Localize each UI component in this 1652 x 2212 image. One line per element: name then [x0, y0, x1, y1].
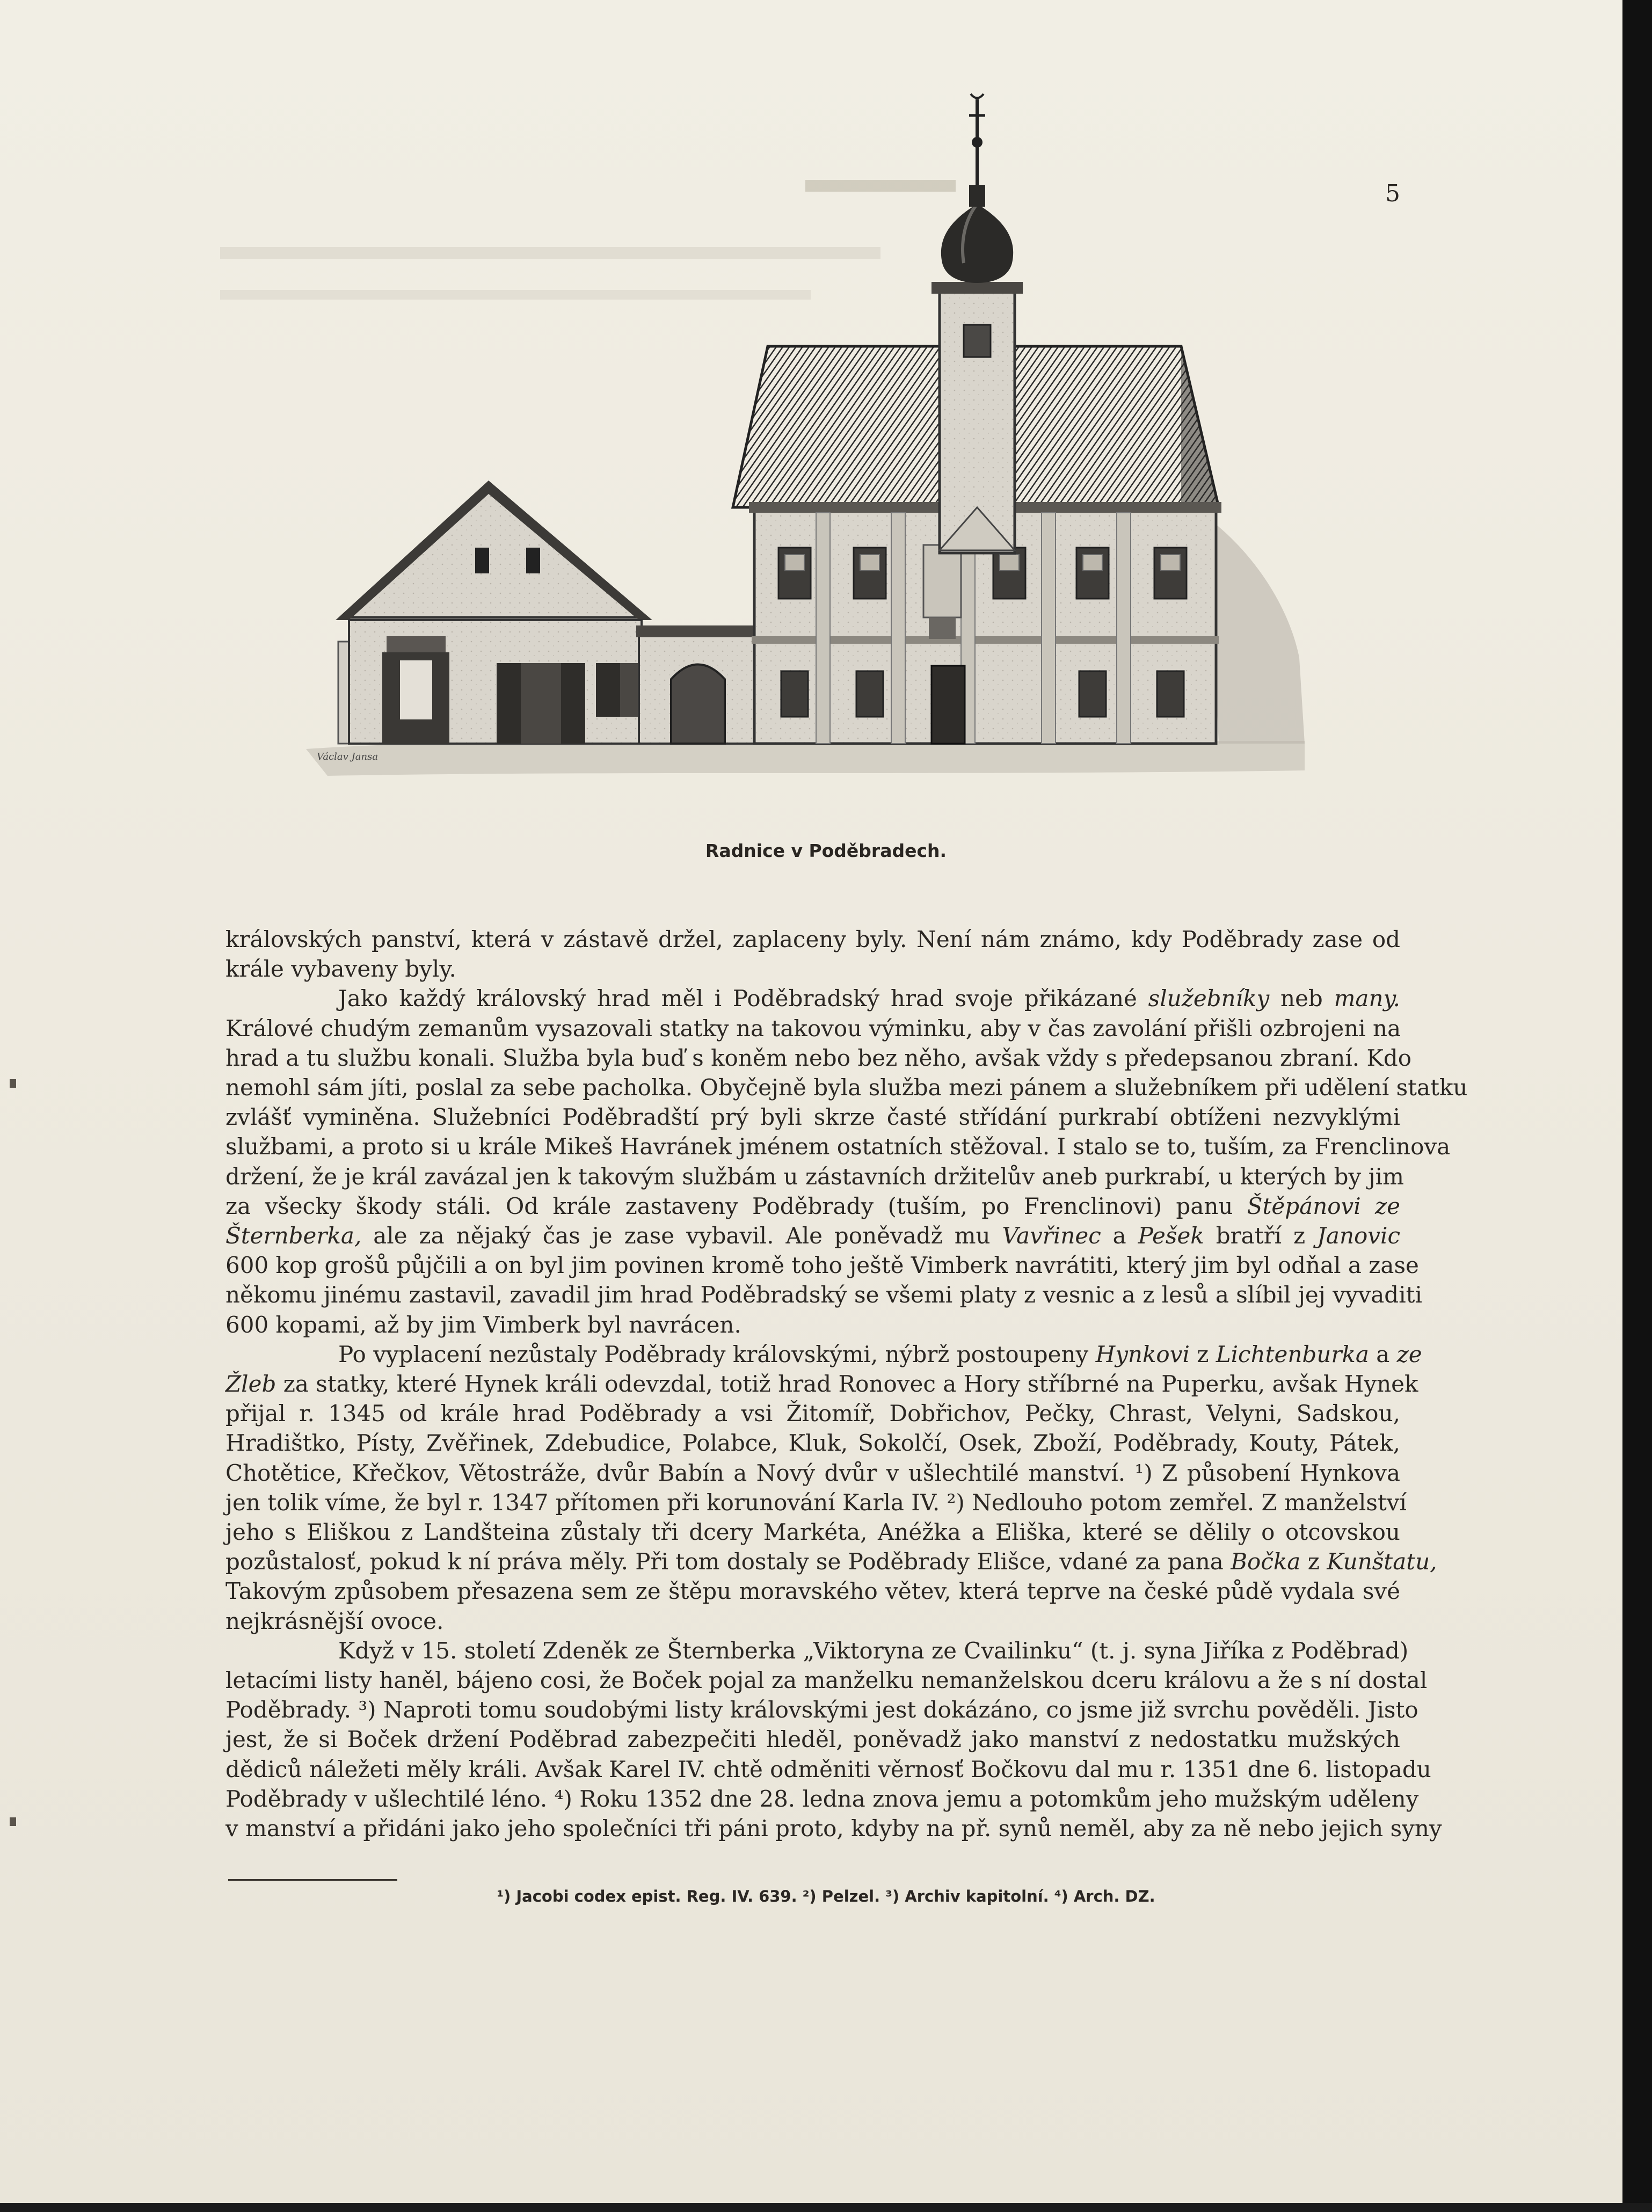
text-run: Poděbrady. ³) Naproti tomu soudobými listy královskými jest dokázáno, co jsme již svrchu pověděli. Jisto — [225, 1697, 1418, 1723]
italic-name: Hynkovi — [1095, 1341, 1190, 1367]
text-line — [225, 1725, 1400, 1754]
italic-name: Bočka — [1231, 1548, 1301, 1575]
text-run: Když v 15. století Zdeněk ze Šternberka „Viktoryna ze Cvailinku“ (t. j. syna Jiříka z Poděbrad) — [338, 1637, 1409, 1664]
text-line — [225, 925, 1400, 954]
text-run: Po vyplacení nezůstaly Poděbrady královskými, nýbrž postoupeny — [338, 1341, 1096, 1367]
text-line — [225, 1369, 1418, 1399]
text-run: 600 kop grošů půjčili a on byl jim povinen kromě toho ještě Vimberk navrátiti, který jim byl odňal a zase — [225, 1252, 1419, 1279]
italic-name: Pešek — [1138, 1223, 1204, 1249]
italic-name: many. — [1334, 985, 1401, 1012]
text-line — [225, 954, 1400, 984]
text-run: nejkrásnější ovoce. — [225, 1607, 444, 1634]
onion-dome — [941, 204, 1013, 283]
text-run: jest, že si Boček držení Poděbrad zabezpečiti hleděl, poněvadž jako manství z nedostatku mužských — [225, 1726, 1400, 1753]
scan-frame-bottom — [0, 2203, 1652, 2212]
text-line — [225, 1102, 1400, 1132]
text-run: a — [1101, 1223, 1138, 1249]
text-line — [225, 1458, 1400, 1488]
text-run: za statky, které Hynek králi odevzdal, totiž hrad Ronovec a Hory stříbrné na Puperku, avšak Hynek — [276, 1371, 1418, 1398]
text-run: v manství a přidáni jako jeho společníci tři páni proto, kdyby na př. synů neměl, aby za ně nebo jejich syny — [225, 1815, 1442, 1842]
scan-frame-right — [1622, 0, 1652, 2212]
text-run: pozůstalosť, pokud k ní práva měly. Při tom dostaly se Poděbrady Elišce, vdané za pana — [225, 1548, 1231, 1575]
text-run: letacími listy haněl, bájeno cosi, že Boček pojal za manželku nemanželskou dceru královu a že s ní dostal — [225, 1667, 1428, 1694]
text-run: hrad a tu službu konali. Služba byla buď s koněm nebo bez něho, avšak vždy s předepsanou zbraní. Kdo — [225, 1044, 1412, 1071]
text-line — [225, 1428, 1400, 1458]
town-hall-illustration — [295, 78, 1315, 811]
text-run: z — [1189, 1341, 1216, 1367]
text-run: bratří z — [1204, 1223, 1318, 1249]
text-run: jen tolik víme, že byl r. 1347 přítomen při korunování Karla IV. ²) Nedlouho potom zemřel. Z manželství — [225, 1489, 1407, 1516]
text-run: Králové chudým zemanům vysazovali statky na takovou výminku, aby v čas zavolání přišli ozbrojeni na — [225, 1015, 1401, 1042]
text-line — [225, 1755, 1431, 1784]
text-run: a — [1369, 1341, 1397, 1367]
text-line — [225, 1221, 1400, 1250]
text-run: Jako každý královský hrad měl i Poděbradský hrad svoje přikázané — [338, 985, 1148, 1012]
italic-name: Šternberka, — [225, 1223, 362, 1249]
text-line — [225, 1784, 1419, 1814]
text-run: někomu jinému zastavil, zavadil jim hrad Poděbradský se všemi platy z vesnic a z lesů a slíbil jej vyvaditi — [225, 1282, 1422, 1308]
italic-name: Žleb — [225, 1371, 276, 1398]
text-run: Takovým způsobem přesazena sem ze štěpu moravského větev, která teprve na české půdě vydala své — [225, 1578, 1400, 1605]
text-line — [225, 1517, 1400, 1547]
text-run: z — [1300, 1548, 1327, 1575]
margin-mark — [10, 1079, 16, 1088]
text-line — [225, 984, 1400, 1013]
text-line — [225, 1073, 1468, 1102]
text-line — [225, 1814, 1442, 1843]
margin-mark — [10, 1817, 16, 1826]
italic-name: Janovic — [1317, 1223, 1400, 1249]
text-line — [225, 1695, 1418, 1725]
italic-name: ze — [1396, 1341, 1422, 1367]
text-run: dědiců náležeti měly králi. Avšak Karel IV. chtě odměniti věrnosť Bočkovu dal mu r. 1351 dne 6. listopadu — [225, 1756, 1431, 1782]
italic-name: Lichtenburka — [1216, 1341, 1369, 1367]
footnotes: ¹) Jacobi codex epist. Reg. IV. 639. ²) Pelzel. ³) Archiv kapitolní. ⁴) Arch. DZ. — [497, 1887, 1155, 1905]
artist-signature: Václav Jansa — [317, 751, 379, 762]
text-line — [225, 1280, 1422, 1309]
text-run: Chotětice, Křečkov, Větostráže, dvůr Babín a Nový dvůr v ušlechtilé manství. ¹) Z působení Hynkova — [225, 1459, 1400, 1486]
text-run: Hradištko, Písty, Zvěřinek, Zdebudice, Polabce, Kluk, Sokolčí, Osek, Zboží, Poděbrady, Kouty, Pátek, — [225, 1430, 1400, 1457]
text-run: Poděbrady v ušlechtilé léno. ⁴) Roku 1352 dne 28. ledna znova jemu a potomkům jeho mužským uděleny — [225, 1785, 1419, 1812]
text-run: za všecky škody stáli. Od krále zastaveny Poděbrady (tuším, po Frenclinovi) panu — [225, 1192, 1247, 1219]
text-run: neb — [1269, 985, 1334, 1012]
text-line — [225, 1340, 1422, 1369]
italic-name: služebníky — [1148, 985, 1270, 1012]
text-line — [225, 1665, 1428, 1695]
text-line — [225, 1250, 1419, 1280]
text-run: zvlášť vyminěna. Služebníci Poděbradští prý byli skrze časté střídání purkrabí obtíženi nezvyklými — [225, 1104, 1400, 1131]
text-line — [225, 1576, 1400, 1606]
body-text — [225, 925, 1468, 1843]
text-run: královských panství, která v zástavě držel, zaplaceny byly. Není nám známo, kdy Poděbrady zase od — [225, 926, 1400, 952]
text-run: nemohl sám jíti, poslal za sebe pacholka. Obyčejně byla služba mezi pánem a služebníkem při udělení statku — [225, 1074, 1468, 1101]
text-line — [225, 1488, 1407, 1517]
figure-caption: Radnice v Poděbradech. — [705, 840, 947, 861]
italic-name: Vavřinec — [1002, 1223, 1101, 1249]
text-run: ale za nějaký čas je zase vybavil. Ale poněvadž mu — [361, 1223, 1002, 1249]
text-run: krále vybaveny byly. — [225, 956, 456, 983]
text-line — [225, 1606, 1400, 1636]
text-run: službami, a proto si u krále Mikeš Havránek jménem ostatních stěžoval. I stalo se to, tuším, za Frenclinova — [225, 1133, 1451, 1160]
text-line — [225, 1636, 1409, 1665]
text-line — [225, 1191, 1400, 1221]
italic-name: Kunštatu, — [1327, 1548, 1437, 1575]
text-run: 600 kopami, až by jim Vimberk byl navrácen. — [225, 1311, 741, 1338]
text-line — [225, 1014, 1400, 1043]
text-line — [225, 1399, 1400, 1428]
text-run: držení, že je král zavázal jen k takovým službám u zástavních držitelův aneb purkrabí, u kterých by jim — [225, 1163, 1404, 1190]
text-line — [225, 1132, 1451, 1161]
text-line — [225, 1162, 1404, 1191]
text-line — [225, 1310, 1400, 1340]
text-line — [225, 1547, 1437, 1576]
page-number: 5 — [1385, 180, 1401, 207]
italic-name: Štěpánovi ze — [1247, 1192, 1401, 1219]
text-run: přijal r. 1345 od krále hrad Poděbrady a vsi Žitomíř, Dobřichov, Pečky, Chrast, Velyni, Sadskou, — [225, 1400, 1400, 1427]
left-house-gable — [346, 489, 639, 617]
text-run: jeho s Eliškou z Landšteina zůstaly tři dcery Markéta, Anéžka a Eliška, které se dělily o otcovskou — [225, 1519, 1400, 1546]
footnote-rule — [228, 1879, 397, 1881]
text-line — [225, 1043, 1412, 1073]
